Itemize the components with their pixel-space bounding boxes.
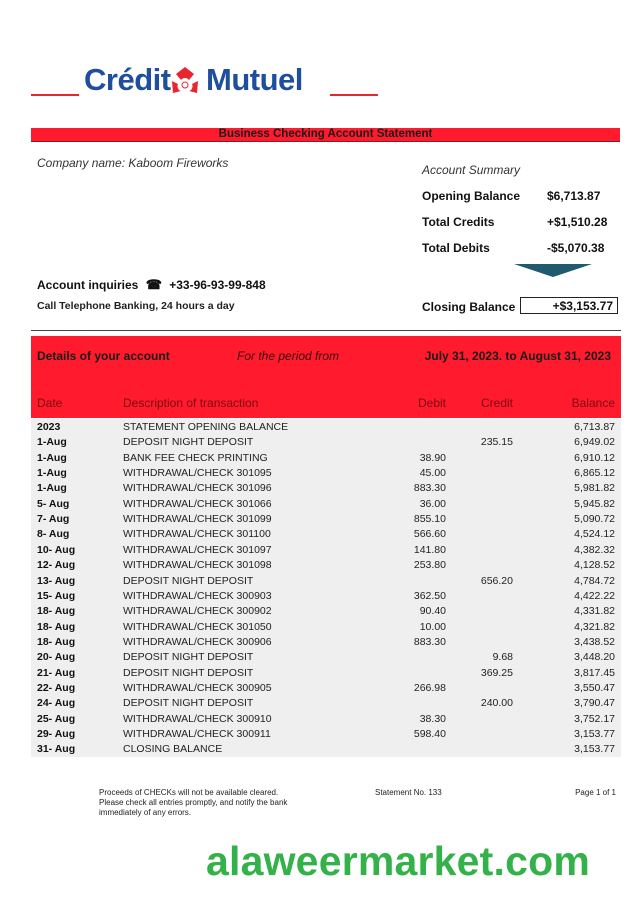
transaction-date: 1-Aug — [37, 451, 67, 464]
transaction-balance: 3,438.52 — [574, 635, 615, 648]
transaction-balance: 4,331.82 — [574, 605, 615, 618]
transaction-description: WITHDRAWAL/CHECK 301096 — [123, 482, 272, 495]
transaction-balance: 3,550.47 — [574, 681, 615, 694]
transaction-row — [31, 451, 621, 466]
transaction-date: 31- Aug — [37, 743, 76, 756]
transaction-row — [31, 435, 621, 450]
transaction-date: 10- Aug — [37, 543, 76, 556]
transaction-date: 24- Aug — [37, 697, 76, 710]
transaction-debit: 253.80 — [413, 559, 446, 572]
telephone-icon: ☎ — [145, 277, 162, 292]
transaction-description: DEPOSIT NIGHT DEPOSIT — [123, 574, 254, 587]
transaction-row — [31, 574, 621, 589]
transaction-description: WITHDRAWAL/CHECK 300910 — [123, 712, 272, 725]
transaction-description: WITHDRAWAL/CHECK 301066 — [123, 497, 272, 510]
transaction-credit: 235.15 — [480, 436, 513, 449]
checks-disclaimer: Proceeds of CHECKs will not be available cleared. Please check all entries promptly, and notify the bank immediately of any errors. — [99, 788, 288, 817]
transaction-description: WITHDRAWAL/CHECK 301097 — [123, 543, 272, 556]
transaction-debit: 141.80 — [413, 543, 446, 556]
credit-mutuel-logo-icon — [167, 65, 203, 101]
transaction-description: WITHDRAWAL/CHECK 300903 — [123, 589, 272, 602]
transaction-description: STATEMENT OPENING BALANCE — [123, 421, 289, 433]
column-header-credit: Credit — [480, 396, 513, 410]
transaction-row — [31, 696, 621, 711]
transaction-description: CLOSING BALANCE — [123, 743, 223, 756]
brand-name-left: Crédit — [84, 62, 171, 97]
transaction-row — [31, 742, 621, 757]
transaction-description: DEPOSIT NIGHT DEPOSIT — [123, 697, 254, 710]
transaction-row — [31, 650, 621, 665]
transaction-date: 18- Aug — [37, 635, 76, 648]
transaction-balance: 6,713.87 — [574, 421, 615, 433]
transaction-date: 22- Aug — [37, 681, 76, 694]
transaction-row — [31, 512, 621, 527]
transaction-row — [31, 497, 621, 512]
statement-number: Statement No. 133 — [375, 788, 442, 797]
transaction-date: 8- Aug — [37, 528, 70, 541]
transaction-debit: 362.50 — [413, 589, 446, 602]
transaction-balance: 4,524.12 — [574, 528, 615, 541]
transaction-date: 5- Aug — [37, 497, 70, 510]
company-name: Company name: Kaboom Fireworks — [37, 156, 229, 170]
transaction-credit: 656.20 — [480, 574, 513, 587]
transactions-table — [31, 419, 621, 757]
transaction-balance: 4,128.52 — [574, 559, 615, 572]
opening-balance-label: Opening Balance — [422, 189, 521, 203]
transaction-row — [31, 635, 621, 650]
transaction-date: 2023 — [37, 421, 61, 433]
closing-balance-value: +$3,153.77 — [520, 297, 618, 314]
transaction-credit: 369.25 — [480, 666, 513, 679]
transaction-credit: 240.00 — [480, 697, 513, 710]
transaction-row — [31, 666, 621, 681]
account-details-header — [31, 336, 621, 418]
transaction-balance: 4,784.72 — [574, 574, 615, 587]
transaction-debit: 883.30 — [413, 482, 446, 495]
transaction-description: WITHDRAWAL/CHECK 301099 — [123, 513, 272, 526]
details-title: Details of your account — [37, 349, 170, 363]
transaction-balance: 3,817.45 — [574, 666, 615, 679]
transaction-date: 7- Aug — [37, 513, 70, 526]
transaction-debit: 38.90 — [419, 451, 446, 464]
statement-period: July 31, 2023. to August 31, 2023 — [424, 349, 611, 363]
transaction-date: 1-Aug — [37, 436, 67, 449]
transaction-date: 1-Aug — [37, 467, 67, 480]
transaction-balance: 5,090.72 — [574, 513, 615, 526]
telephone-banking-note: Call Telephone Banking, 24 hours a day — [37, 300, 235, 312]
account-summary-title: Account Summary — [422, 163, 521, 177]
transaction-date: 1-Aug — [37, 482, 67, 495]
inquiries-label: Account inquiries — [37, 278, 139, 292]
closing-balance-label: Closing Balance — [422, 300, 516, 314]
transaction-row — [31, 527, 621, 542]
transaction-balance: 3,153.77 — [574, 743, 615, 756]
transaction-balance: 3,790.47 — [574, 697, 615, 710]
logo-right-rule — [330, 94, 378, 96]
column-header-debit: Debit — [417, 396, 446, 410]
column-header-description: Description of transaction — [123, 396, 259, 410]
transaction-row — [31, 620, 621, 635]
transaction-debit: 45.00 — [419, 467, 446, 480]
account-inquiries — [37, 277, 266, 293]
transaction-description: WITHDRAWAL/CHECK 300905 — [123, 681, 272, 694]
transaction-date: 20- Aug — [37, 651, 76, 664]
transaction-description: WITHDRAWAL/CHECK 300911 — [123, 728, 271, 740]
column-header-date: Date — [37, 396, 63, 410]
transaction-description: WITHDRAWAL/CHECK 301095 — [123, 467, 272, 480]
transaction-debit: 598.40 — [413, 728, 446, 740]
transaction-date: 18- Aug — [37, 605, 76, 618]
transaction-debit: 10.00 — [419, 620, 446, 633]
transaction-balance: 4,382.32 — [574, 543, 615, 556]
transaction-debit: 38.30 — [419, 712, 446, 725]
transaction-description: DEPOSIT NIGHT DEPOSIT — [123, 666, 254, 679]
transaction-description: DEPOSIT NIGHT DEPOSIT — [123, 651, 254, 664]
transaction-balance: 6,865.12 — [574, 467, 615, 480]
transaction-balance: 6,949.02 — [574, 436, 615, 449]
transaction-balance: 5,981.82 — [574, 482, 615, 495]
transaction-row — [31, 681, 621, 696]
transaction-row — [31, 543, 621, 558]
column-header-balance: Balance — [571, 396, 615, 410]
logo-left-rule — [31, 94, 79, 96]
transaction-balance: 3,752.17 — [574, 712, 615, 725]
statement-title-bar: Business Checking Account Statement — [31, 128, 620, 142]
transaction-date: 18- Aug — [37, 620, 76, 633]
total-credits-label: Total Credits — [422, 215, 495, 229]
transaction-row — [31, 712, 621, 727]
transaction-row — [31, 558, 621, 573]
period-label: For the period from — [237, 349, 340, 363]
transaction-balance: 5,945.82 — [574, 497, 615, 510]
total-debits-label: Total Debits — [422, 241, 490, 255]
transaction-debit: 36.00 — [419, 497, 446, 510]
transaction-date: 13- Aug — [37, 574, 76, 587]
transaction-row — [31, 589, 621, 604]
transaction-row — [31, 466, 621, 481]
arrow-down-icon — [514, 264, 592, 277]
transaction-debit: 90.40 — [419, 605, 446, 618]
transaction-balance: 4,422.22 — [574, 589, 615, 602]
transaction-balance: 3,448.20 — [574, 651, 615, 664]
transaction-description: WITHDRAWAL/CHECK 301098 — [123, 559, 272, 572]
transaction-balance: 3,153.77 — [574, 728, 615, 740]
transaction-date: 21- Aug — [37, 666, 76, 679]
transaction-balance: 4,321.82 — [574, 620, 615, 633]
transaction-description: WITHDRAWAL/CHECK 301100 — [123, 528, 271, 541]
brand-name-right: Mutuel — [206, 62, 303, 97]
transaction-credit: 9.68 — [492, 651, 513, 664]
transaction-description: WITHDRAWAL/CHECK 300902 — [123, 605, 272, 618]
transaction-debit: 855.10 — [413, 513, 446, 526]
transaction-description: BANK FEE CHECK PRINTING — [123, 451, 268, 464]
total-debits-value: -$5,070.38 — [547, 241, 605, 255]
transaction-row — [31, 727, 621, 742]
transaction-balance: 6,910.12 — [574, 451, 615, 464]
transaction-row — [31, 420, 621, 435]
transaction-description: WITHDRAWAL/CHECK 300906 — [123, 635, 272, 648]
phone-number: +33-96-93-99-848 — [169, 278, 266, 292]
transaction-date: 12- Aug — [37, 559, 76, 572]
page-number: Page 1 of 1 — [575, 788, 616, 797]
transaction-debit: 566.60 — [413, 528, 446, 541]
transaction-row — [31, 604, 621, 619]
transaction-date: 15- Aug — [37, 589, 76, 602]
total-credits-value: +$1,510.28 — [547, 215, 608, 229]
transaction-debit: 883.30 — [413, 635, 446, 648]
opening-balance-value: $6,713.87 — [547, 189, 601, 203]
watermark: alaweermarket.com — [206, 838, 591, 884]
transaction-date: 25- Aug — [37, 712, 76, 725]
transaction-date: 29- Aug — [37, 728, 76, 740]
transaction-debit: 266.98 — [413, 681, 446, 694]
transaction-row — [31, 481, 621, 496]
transaction-description: WITHDRAWAL/CHECK 301050 — [123, 620, 272, 633]
section-divider — [31, 330, 621, 331]
transaction-description: DEPOSIT NIGHT DEPOSIT — [123, 436, 254, 449]
